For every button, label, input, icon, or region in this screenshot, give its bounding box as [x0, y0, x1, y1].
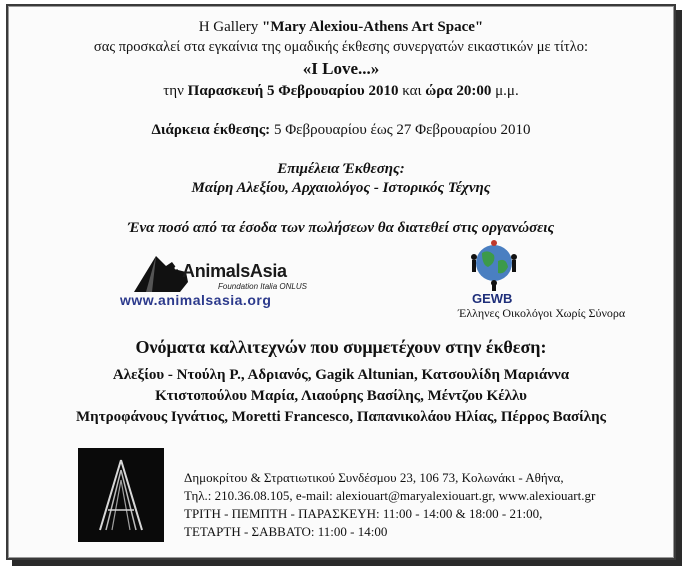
gallery-monogram-icon [78, 448, 164, 542]
gallery-prefix: Η Gallery [198, 19, 263, 35]
animalsasia-tagline: Foundation Italia ONLUS [218, 282, 307, 291]
opening-hours-2: ΤΕΤΑΡΤΗ - ΣΑΒΒΑΤΟ: 11:00 - 14:00 [184, 524, 388, 539]
proceeds-note: Ένα ποσό από τα έσοδα των πωλήσεων θα διατεθεί στις οργανώσεις [127, 220, 555, 236]
invite-line: σας προσκαλεί στα εγκαίνια της ομαδικής έκθεσης συνεργατών εικαστικών με τίτλο: [93, 39, 589, 55]
gewb-name: GEWB [472, 291, 513, 306]
opening-date: Παρασκευή 5 Φεβρουαρίου 2010 [187, 83, 399, 99]
gewb-logo [458, 239, 626, 323]
artists-line-3: Μητροφάνους Ιγνάτιος, Moretti Francesco, Παπανικολάου Ηλίας, Πέρρος Βασίλης [76, 409, 606, 425]
opening-date-line [8, 83, 674, 100]
animalsasia-name: AnimalsAsia [182, 261, 287, 281]
opening-hours-1: ΤΡΙΤΗ - ΠΕΜΠΤΗ - ΠΑΡΑΣΚΕΥΗ: 11:00 - 14:00 & 18:00 - 21:00, [184, 506, 543, 521]
gallery-name: "Mary Alexiou-Athens Art Space" [262, 19, 484, 35]
exhibition-title: «I Love...» [302, 59, 380, 78]
gewb-subtitle: Έλληνες Οικολόγοι Χωρίς Σύνορα [458, 306, 626, 320]
duration-value: 5 Φεβρουαρίου έως 27 Φεβρουαρίου 2010 [270, 122, 531, 138]
curator-name: Μαίρη Αλεξίου, Αρχαιολόγος - Ιστορικός Τέχνης [191, 180, 491, 196]
date-mid: και [398, 83, 426, 99]
duration-line [8, 122, 674, 139]
opening-time: ώρα 20:00 [425, 83, 492, 99]
artists-line-2: Κτιστοπούλου Μαρία, Λιαούρης Βασίλης, Μέντζου Κέλλυ [155, 388, 527, 404]
contact-phone-email[interactable]: Τηλ.: 210.36.08.105, e-mail: alexiouart@maryalexiouart.gr, www.alexiouart.gr [184, 488, 596, 503]
contact-address: Δημοκρίτου & Στρατιωτικού Συνδέσμου 23, 106 73, Κολωνάκι - Αθήνα, [184, 470, 564, 485]
date-prefix: την [163, 83, 188, 99]
curation-label: Επιμέλεια Έκθεσης: [277, 161, 405, 177]
artists-line-1: Αλεξίου - Ντούλη Ρ., Αδριανός, Gagik Altunian, Κατσουλίδη Μαριάννα [112, 367, 570, 383]
time-suffix: μ.μ. [491, 83, 519, 99]
globe-icon [466, 239, 522, 291]
artists-heading: Ονόματα καλλιτεχνών που συμμετέχουν στην έκθεση: [135, 337, 547, 357]
animalsasia-logo [120, 252, 320, 314]
gallery-line [8, 19, 674, 36]
gallery-logo [78, 448, 164, 542]
invitation-card [6, 4, 676, 560]
animalsasia-url[interactable]: www.animalsasia.org [120, 292, 272, 308]
duration-label: Διάρκεια έκθεσης: [151, 122, 271, 138]
